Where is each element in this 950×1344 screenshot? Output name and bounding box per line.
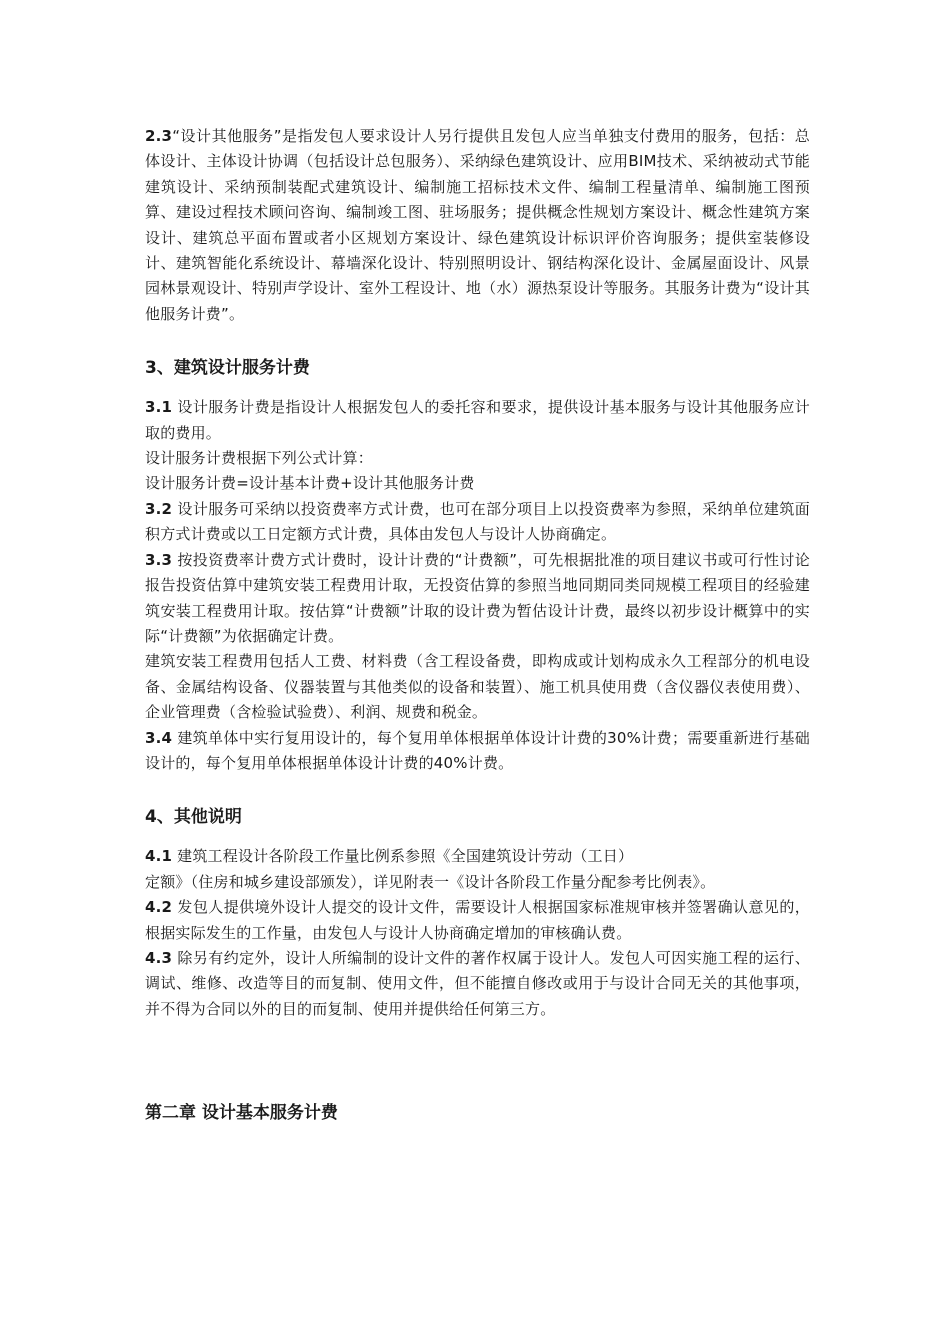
- clause-number: 2.3: [145, 127, 173, 145]
- clause-number: 3.3: [145, 550, 173, 569]
- clause-text: 设计服务可采纳以投资费率方式计费，也可在部分项目上以投资费率为参照，采纳单位建筑面积方式计费或以工日定额方式计费，具体由发包人与设计人协商确定。: [145, 499, 810, 544]
- clause-number: 4.2: [145, 898, 173, 917]
- paragraph-4-1: [145, 844, 810, 895]
- clause-number: 3.2: [145, 499, 173, 518]
- clause-text: 除另有约定外，设计人所编制的设计文件的著作权属于设计人。发包人可因实施工程的运行、调试、维修、改造等目的而复制、使用文件，但不能擅自修改或用于与设计合同无关的其他事项，并不得为合同以外的目的而复制、使用并提供给任何第三方。: [145, 948, 810, 1018]
- paragraph-3-2: [145, 497, 810, 548]
- clause-number: 4.3: [145, 948, 173, 967]
- clause-text: 建筑单体中实行复用设计的，每个复用单体根据单体设计计费的30%计费；需要重新进行基础设计的，每个复用单体根据单体设计计费的40%计费。: [145, 728, 810, 772]
- section-3-heading: 3、建筑设计服务计费: [145, 358, 310, 379]
- clause-text-line2: 定额》（住房和城乡建设部颁发），详见附表一《设计各阶段工作量分配参考比例表》。: [145, 872, 716, 891]
- clause-number: 4.1: [145, 847, 173, 866]
- chapter-title: 第二章 设计基本服务计费: [145, 1103, 338, 1124]
- section-4-heading: 4、其他说明: [145, 807, 242, 828]
- clause-number: 3.1: [145, 398, 173, 417]
- formula: 设计服务计费=设计基本计费+设计其他服务计费: [145, 474, 475, 493]
- clause-text: 发包人提供境外设计人提交的设计文件，需要设计人根据国家标准规审核并签署确认意见的，根据实际发生的工作量，由发包人与设计人协商确定增加的审核确认费。: [145, 898, 810, 942]
- paragraph-2-3: [145, 124, 810, 327]
- clause-text: 按投资费率计费方式计费时，设计计费的“计费额”，可先根据批准的项目建议书或可行性讨论报告投资估算中建筑安装工程费用计取，无投资估算的参照当地同期同类同规模工程项目的经验建筑安装工程费用计取。按估算“计费额”计取的设计费为暂估设计计费，最终以初步设计概算中的实际“计费额”为依据确定计费。: [145, 550, 811, 645]
- install-cost-paragraph: 建筑安装工程费用包括人工费、材料费（含工程设备费，即构成或计划构成永久工程部分的机电设备、金属结构设备、仪器装置与其他类似的设备和装置）、施工机具使用费（含仪器仪表使用费）、企业管理费（含检验试验费）、利润、规费和税金。: [145, 652, 810, 722]
- paragraph-3-1: [145, 395, 810, 446]
- formula-intro: 设计服务计费根据下列公式计算：: [145, 449, 374, 468]
- clause-text: 设计服务计费是指设计人根据发包人的委托容和要求，提供设计基本服务与设计其他服务应计取的费用。: [145, 398, 810, 442]
- document-page: [145, 124, 810, 1126]
- paragraph-3-4: [145, 726, 810, 777]
- clause-text: “设计其他服务”是指发包人要求设计人另行提供且发包人应当单独支付费用的服务，包括：总体设计、主体设计协调（包括设计总包服务）、采纳绿色建筑设计、应用BIM技术、采纳被动式节能建筑设计、采纳预制装配式建筑设计、编制施工招标技术文件、编制工程量清单、编制施工图预算、建设过程技术顾问咨询、编制竣工图、驻场服务；提供概念性规划方案设计、概念性建筑方案设计、建筑总平面布置或者小区规划方案设计、绿色建筑设计标识评价咨询服务；提供室装修设计、建筑智能化系统设计、幕墙深化设计、特别照明设计、钢结构深化设计、金属屋面设计、风景园林景观设计、特别声学设计、室外工程设计、地（水）源热泵设计等服务。其服务计费为“设计其他服务计费”。: [145, 127, 810, 323]
- paragraph-3-3: [145, 548, 810, 650]
- paragraph-4-3: [145, 946, 810, 1022]
- paragraph-4-2: [145, 895, 810, 946]
- clause-number: 3.4: [145, 728, 173, 747]
- clause-text-line1: 建筑工程设计各阶段工作量比例系参照《全国建筑设计劳动（工日）: [177, 847, 634, 866]
